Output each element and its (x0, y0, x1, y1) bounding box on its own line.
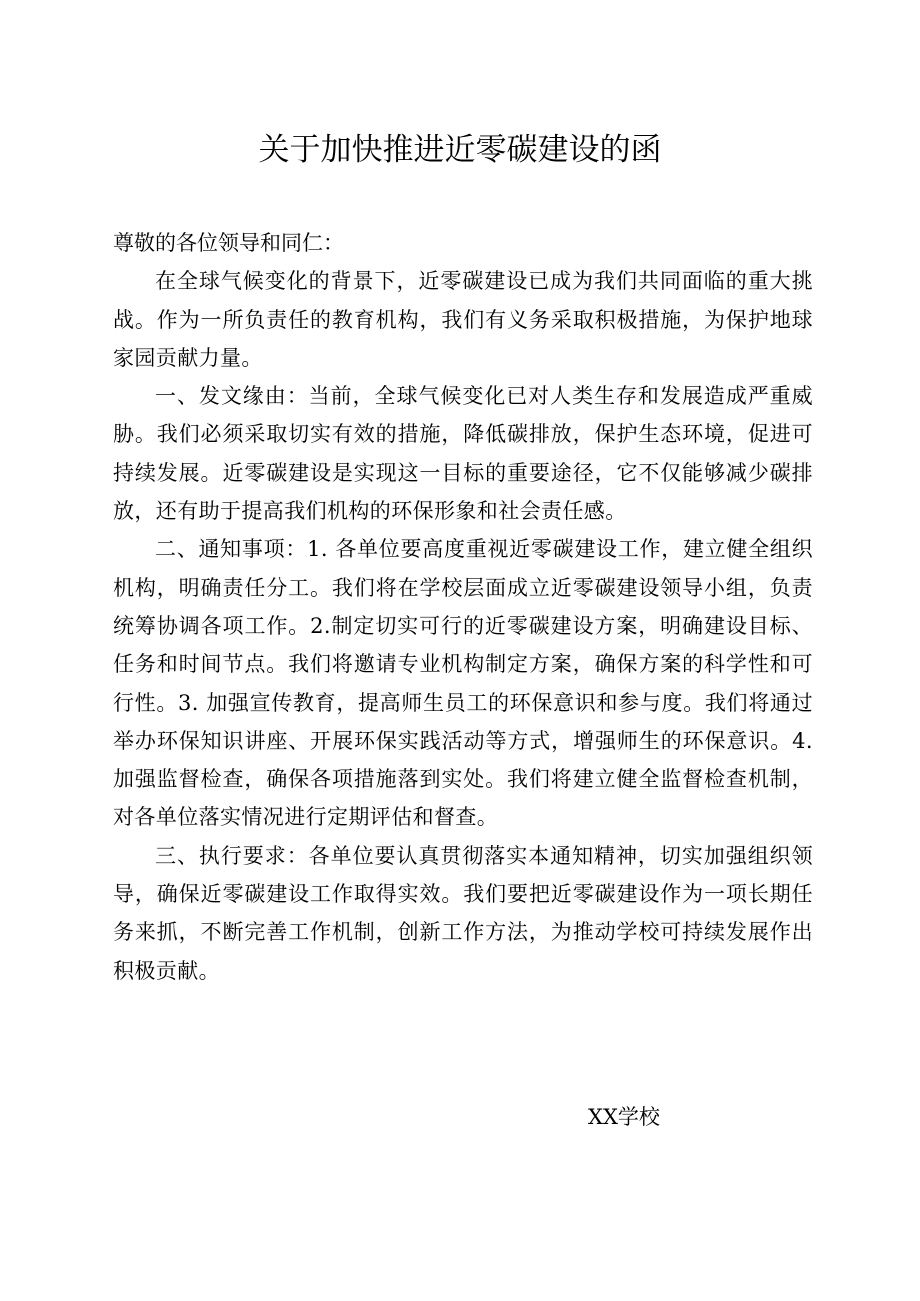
paragraph-requirements: 三、执行要求：各单位要认真贯彻落实本通知精神，切实加强组织领导，确保近零碳建设工作取得实效。我们要把近零碳建设作为一项长期任务来抓，不断完善工作机制，创新工作方法，为推动学校可持续发展作出积极贡献。 (113, 843, 813, 983)
paragraph-notice-items: 二、通知事项：1. 各单位要高度重视近零碳建设工作，建立健全组织机构，明确责任分工。我们将在学校层面成立近零碳建设领导小组，负责统筹协调各项工作。2.制定切实可行的近零碳建设方案，明确建设目标、任务和时间节点。我们将邀请专业机构制定方案，确保方案的科学性和可行性。3. 加强宣传教育，提高师生员工的环保意识和参与度。我们将通过举办环保知识讲座、开展环保实践活动等方式，增强师生的环保意识。4. 加强监督检查，确保各项措施落到实处。我们将建立健全监督检查机制，对各单位落实情况进行定期评估和督查。 (113, 537, 813, 830)
document-title: 关于加快推进近零碳建设的函 (258, 132, 662, 168)
signature: XX学校 (588, 1105, 660, 1129)
paragraph-reason: 一、发文缘由：当前，全球气候变化已对人类生存和发展造成严重威胁。我们必须采取切实有效的措施，降低碳排放，保护生态环境，促进可持续发展。近零碳建设是实现这一目标的重要途径，它不仅能够减少碳排放，还有助于提高我们机构的环保形象和社会责任感。 (113, 384, 813, 524)
salutation: 尊敬的各位领导和同仁： (113, 231, 344, 255)
document-body (113, 224, 813, 990)
paragraph-intro: 在全球气候变化的背景下，近零碳建设已成为我们共同面临的重大挑战。作为一所负责任的教育机构，我们有义务采取积极措施，为保护地球家园贡献力量。 (113, 269, 813, 370)
